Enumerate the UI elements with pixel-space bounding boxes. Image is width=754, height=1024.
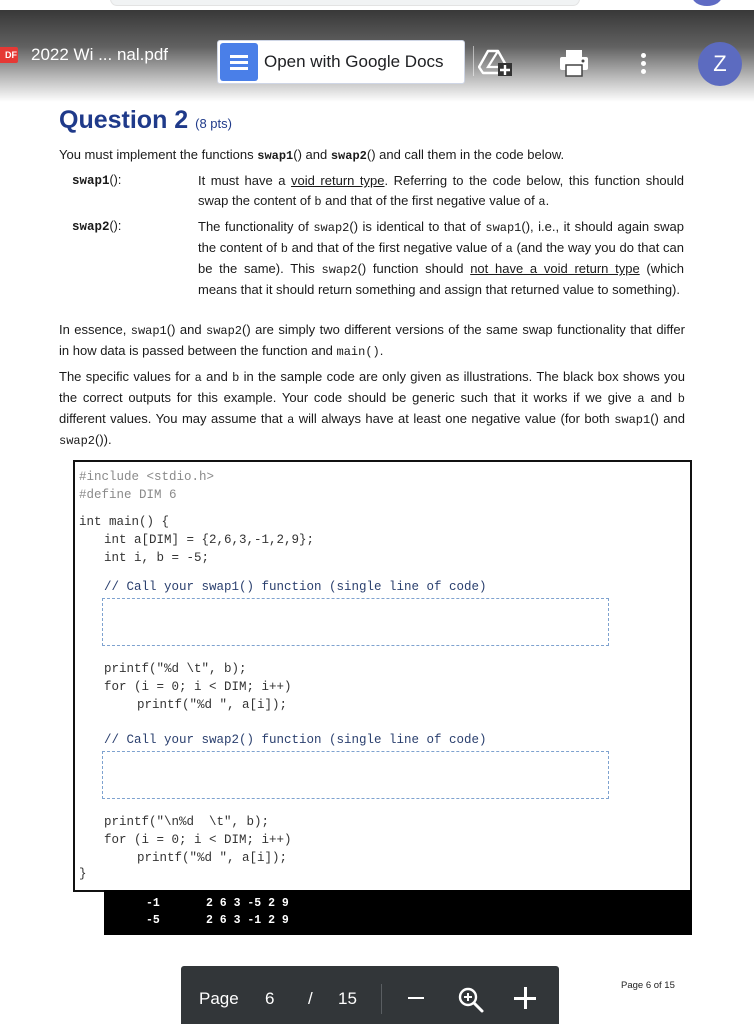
code-comment-swap2: // Call your swap2() function (single line of code) (104, 733, 487, 747)
avatar[interactable]: Z (698, 42, 742, 86)
add-to-drive-icon[interactable] (478, 48, 512, 76)
page-number-input[interactable]: 6 (265, 989, 275, 1008)
specific-values-paragraph: The specific values for a and b in the sample code are only given as illustrations. The black box shows you the correct outputs for this example. Your code should be generic such that it works if we give a and b different values. You may assume that a will always have at least one negative value (for both swap1() and swap2()). (59, 369, 685, 448)
output-row2-b: -5 (146, 914, 160, 927)
swap2-answer-box[interactable] (102, 751, 609, 799)
page-navigation-bar (181, 966, 559, 1024)
code-printf-a1: printf("%d ", a[i]); (137, 698, 288, 712)
question-points: (8 pts) (195, 116, 232, 131)
page-label: Page (199, 989, 239, 1008)
zoom-in-icon[interactable] (514, 987, 536, 1009)
code-printf-b2: printf("\n%d \t", b); (104, 815, 270, 829)
pdf-file-icon: DF (0, 47, 18, 63)
swap1-description: It must have a void return type. Referring to the code below, this function should swap the content of b and that of the first negative value of a. (198, 173, 684, 209)
footer-page-number: Page 6 of 15 (621, 980, 675, 991)
essence-paragraph: In essence, swap1() and swap2() are simply two different versions of the same swap functionality that differ in how data is passed between the function and main(). (59, 322, 685, 359)
address-bar[interactable] (110, 0, 580, 6)
intro-paragraph: You must implement the functions swap1() and swap2() and call them in the code below. (59, 147, 565, 163)
output-row1-array: 2 6 3 -5 2 9 (206, 897, 289, 910)
zoom-out-icon[interactable] (408, 997, 424, 999)
code-for-1: for (i = 0; i < DIM; i++) (104, 680, 292, 694)
output-box (104, 890, 692, 935)
code-for-2: for (i = 0; i < DIM; i++) (104, 833, 292, 847)
code-array-decl: int a[DIM] = {2,6,3,-1,2,9}; (104, 533, 315, 547)
browser-profile-icon[interactable] (692, 0, 722, 6)
output-row2-array: 2 6 3 -1 2 9 (206, 914, 289, 927)
question-title-text: Question 2 (59, 106, 189, 134)
swap1-answer-box[interactable] (102, 598, 609, 646)
file-name: 2022 Wi ... nal.pdf (31, 45, 169, 64)
google-docs-icon (220, 43, 258, 81)
nav-divider (381, 984, 382, 1014)
open-with-google-docs-button[interactable] (217, 40, 465, 84)
more-options-icon[interactable] (636, 50, 650, 76)
swap2-label: swap2(): (72, 219, 122, 234)
code-var-decl: int i, b = -5; (104, 551, 210, 565)
code-printf-a2: printf("%d ", a[i]); (137, 851, 288, 865)
page-total: 15 (338, 989, 357, 1008)
code-close-brace: } (79, 867, 87, 881)
toolbar-divider (473, 46, 474, 76)
code-include: #include <stdio.h> (79, 470, 215, 484)
output-row1-b: -1 (146, 897, 160, 910)
page-separator: / (308, 989, 313, 1008)
code-main: int main() { (79, 515, 170, 529)
print-icon[interactable] (556, 48, 592, 78)
browser-top-strip (0, 0, 754, 10)
open-with-label: Open with Google Docs (264, 52, 444, 71)
question-title (59, 106, 232, 135)
code-printf-b1: printf("%d \t", b); (104, 662, 247, 676)
swap1-label: swap1(): (72, 173, 122, 188)
code-comment-swap1: // Call your swap1() function (single line of code) (104, 580, 487, 594)
pdf-viewer-toolbar (0, 10, 754, 102)
swap2-description: The functionality of swap2() is identical to that of swap1(), i.e., it should again swap the content of b and that of the first negative value of a (and the way you do that can be the same). This swap2() function should not have a void return type (which means that it should return something and assign that returned value to something). (198, 219, 684, 297)
code-block (73, 460, 692, 892)
zoom-fit-icon[interactable] (457, 986, 485, 1014)
code-define: #define DIM 6 (79, 488, 177, 502)
